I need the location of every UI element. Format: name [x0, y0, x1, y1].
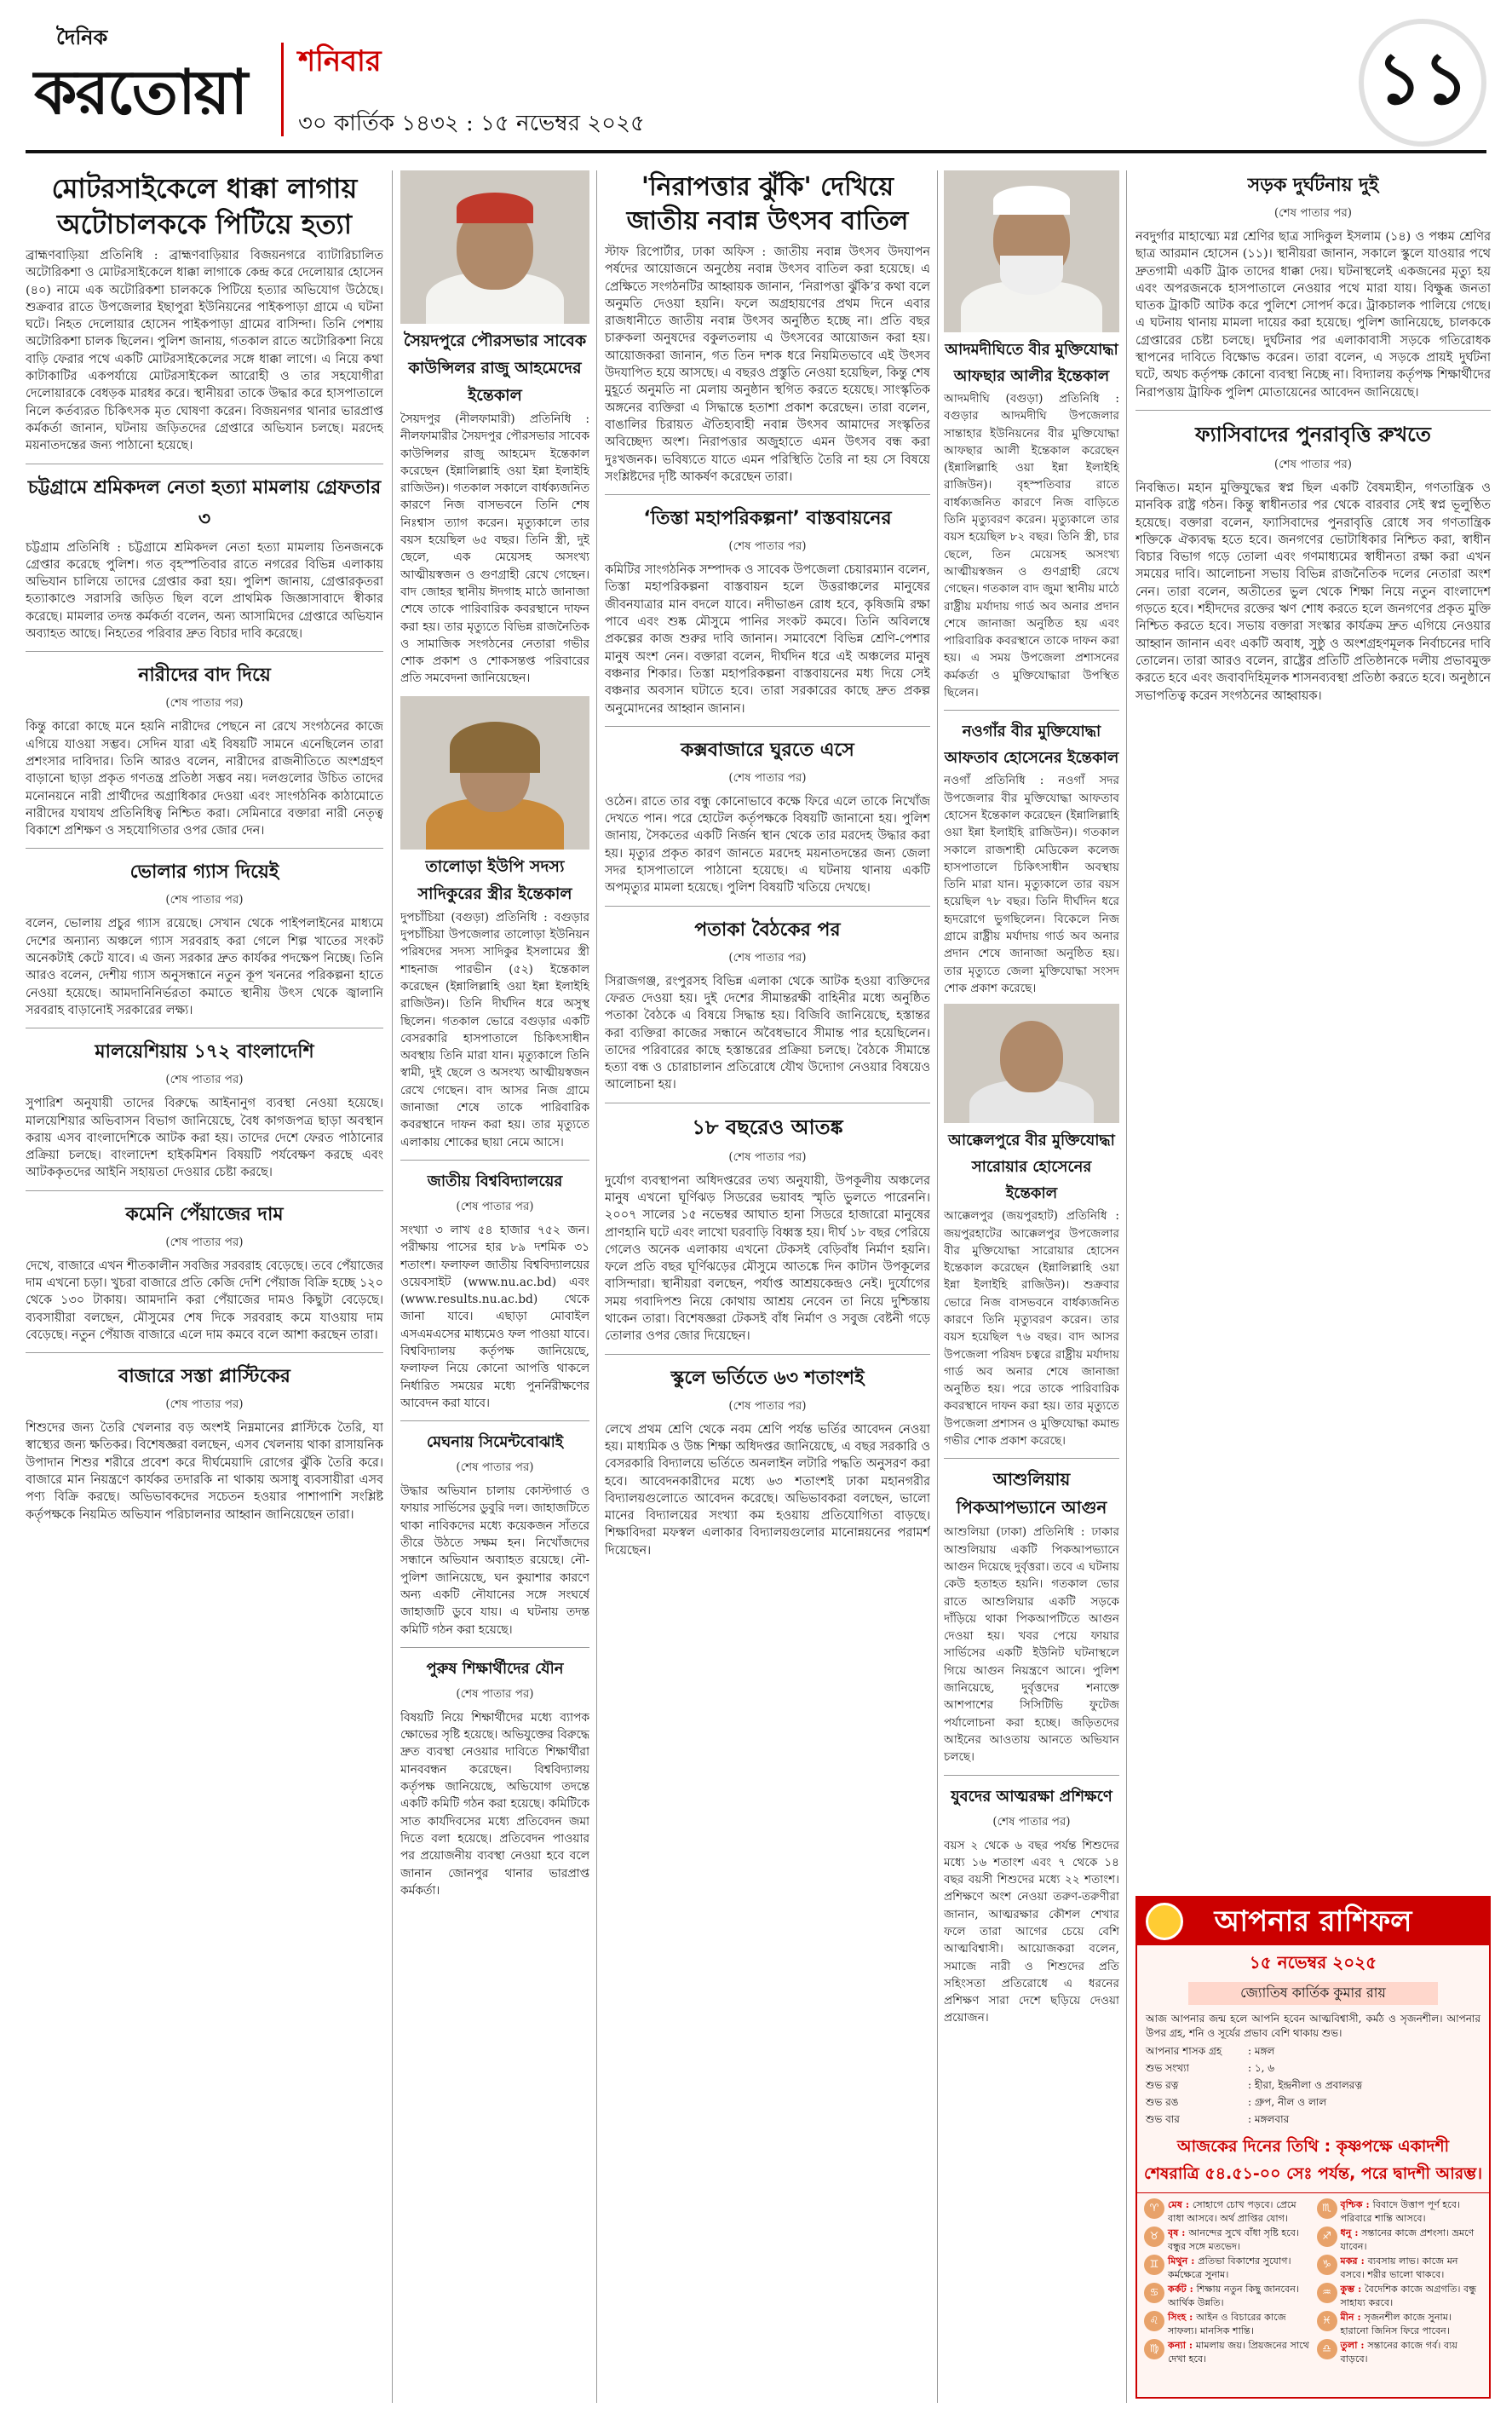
- zodiac-name: কন্যা :: [1168, 2339, 1196, 2351]
- headline-auto-driver-killed: মোটরসাইকেলে ধাক্কা লাগায় অটোচালককে পিটিয়ে হত্যা: [51, 172, 358, 240]
- zodiac-name: মকর :: [1340, 2255, 1368, 2267]
- portrait-photo: [400, 170, 589, 324]
- headline-national-university: জাতীয় বিশ্ববিদ্যালয়ের: [427, 1172, 563, 1190]
- headline-coxs-bazar: কক্সবাজারে ঘুরতে এসে: [681, 739, 854, 761]
- article-body: বিষয়টি নিয়ে শিক্ষার্থীদের মধ্যে ব্যাপক ক্ষোভের সৃষ্টি হয়েছে। অভিযুক্তের বিরুদ্ধে দ্রুত ব্যবস্থা নেওয়ার দাবিতে শিক্ষার্থীরা মানববন্ধন করেছেন। বিশ্ববিদ্যালয় কর্তৃপক্ষ জানিয়েছে, অভিযোগ তদন্তে একটি কমিটি গঠন করা হয়েছে। কমিটিকে সাত কার্যদিবসের মধ্যে প্রতিবেদন জমা দিতে বলা হয়েছে। প্রতিবেদন পাওয়ার পর প্রয়োজনীয় ব্যবস্থা নেওয়া হবে বলে জানান জোনপুর থানার ভারপ্রাপ্ত কর্মকর্তা।: [400, 1710, 589, 1898]
- headline-nabanna-cancelled: 'নিরাপত্তার ঝুঁকি' দেখিয়ে জাতীয় নবান্ন উৎসব বাতিল: [626, 172, 909, 236]
- newspaper-logo: করতোয়া: [34, 55, 247, 128]
- zodiac-text: কুম্ভ : বৈদেশিক কাজে অগ্রগতি। বন্ধু সাহায্য করবে।: [1340, 2283, 1477, 2308]
- portrait-photo: [944, 1004, 1119, 1123]
- zodiac-name: মেষ :: [1168, 2198, 1193, 2210]
- zodiac-sign-entry: [1317, 2311, 1483, 2337]
- headline-road-accident: সড়ক দুর্ঘটনায় দুই: [1247, 175, 1379, 196]
- horoscope-title: আপনার রাশিফল: [1214, 1904, 1412, 1938]
- zodiac-text: তুলা : সন্তানের কাজে গর্ব। ব্যয় বাড়বে।: [1340, 2339, 1457, 2365]
- zodiac-text: মেষ : সোহাগে চোখ পড়বে। প্রেমে বাধা আসবে। অর্থ প্রাপ্তির যোগ।: [1168, 2198, 1296, 2224]
- detail-value: : গ্রুপ, নীল ও লাল: [1248, 2096, 1327, 2108]
- article-body: সৈয়দপুর (নীলফামারী) প্রতিনিধি : নীলফামারীর সৈয়দপুর পৌরসভার সাবেক কাউন্সিলর রাজু আহমেদ ইন্তেকাল করেছেন (ইন্নালিল্লাহি ওয়া ইন্না ইলাইহি রাজিউন)। গতকাল সকালে বার্ধক্যজনিত কারণে নিজ বাসভবনে তিনি শেষ নিঃশ্বাস ত্যাগ করেন। মৃত্যুকালে তার বয়স হয়েছিল ৬৫ বছর। তিনি স্ত্রী, দুই ছেলে, এক মেয়েসহ অসংখ্য আত্মীয়স্বজন ও গুণগ্রাহী রেখে গেছেন। বাদ জোহর স্থানীয় ঈদগাহ মাঠে জানাজা শেষে তাকে পারিবারিক কবরস্থানে দাফন করা হয়। তার মৃত্যুতে বিভিন্ন রাজনৈতিক ও সামাজিক সংগঠনের নেতারা গভীর শোক প্রকাশ ও শোকসন্তপ্ত পরিবারের প্রতি সমবেদনা জানিয়েছেন।: [400, 412, 589, 686]
- astrologer-name: জ্যোতিষ কার্তিক কুমার রায়: [1188, 1982, 1438, 2005]
- zodiac-sign-entry: [1144, 2226, 1310, 2253]
- zodiac-icon: ♎: [1317, 2339, 1337, 2359]
- headline-malaysia: মালয়েশিয়ায় ১৭২ বাংলাদেশি: [95, 1041, 314, 1063]
- continued-label: (শেষ পাতার পর): [1273, 457, 1353, 471]
- headline-saidpur-councillor: সৈয়দপুরে পৌরসভার সাবেক কাউন্সিলর রাজু আহমেদের ইন্তেকাল: [403, 331, 587, 405]
- detail-label: শুভ রঙ: [1146, 2096, 1179, 2108]
- headline-school-admission: স্কুলে ভর্তিতে ৬৩ শতাংশই: [670, 1367, 865, 1389]
- continued-label: (শেষ পাতার পর): [728, 539, 807, 554]
- continued-label: (শেষ পাতার পর): [728, 770, 807, 785]
- detail-label: শুভ সংখ্যা: [1146, 2062, 1190, 2074]
- headline-bhola-gas: ভোলার গ্যাস দিয়েই: [129, 861, 279, 884]
- zodiac-icon: ♋: [1144, 2283, 1164, 2303]
- continued-label: (শেষ পাতার পর): [165, 1073, 244, 1087]
- divider: [605, 726, 930, 727]
- article-body: সুপারিশ অনুযায়ী তাদের বিরুদ্ধে আইনানুগ ব্যবস্থা নেওয়া হয়েছে। মালয়েশিয়ার অভিবাসন বিভাগ জানিয়েছে, বৈধ কাগজপত্র ছাড়া অবস্থান করায় এসব বাংলাদেশিকে আটক করা হয়। তাদের দেশে ফেরত পাঠানোর প্রক্রিয়া চলছে। বাংলাদেশ হাইকমিশন বিষয়টি পর্যবেক্ষণ করছে এবং আটককৃতদের আইনি সহায়তা দেওয়ার চেষ্টা করছে।: [26, 1097, 383, 1180]
- page-number: ১১: [1376, 36, 1469, 120]
- continued-label: (শেষ পাতার পর): [456, 1460, 534, 1475]
- headline-adamdighi-freedom-fighter: আদমদীঘিতে বীর মুক্তিযোদ্ধা আফছার আলীর ইন্তেকাল: [945, 341, 1118, 385]
- continued-label: (শেষ পাতার পর): [1273, 206, 1353, 220]
- zodiac-name: ধনু :: [1340, 2226, 1362, 2238]
- horoscope-detail-row: [1146, 2078, 1480, 2095]
- zodiac-icon: ♊: [1144, 2255, 1164, 2275]
- detail-value: : মঙ্গল: [1248, 2045, 1275, 2057]
- divider: [944, 1458, 1119, 1459]
- headline-youth-self-defense: যুবদের আত্মরক্ষা প্রশিক্ষণে: [951, 1787, 1112, 1806]
- article-body: উদ্ধার অভিযান চালায় কোস্টগার্ড ও ফায়ার সার্ভিসের ডুবুরি দল। জাহাজটিতে থাকা নাবিকদের মধ্যে কয়েকজন সাঁতরে তীরে উঠতে সক্ষম হন। নিখোঁজদের সন্ধানে অভিযান অব্যাহত রয়েছে। নৌ-পুলিশ জানিয়েছে, ঘন কুয়াশার কারণে অন্য একটি নৌযানের সঙ্গে সংঘর্ষে জাহাজটি ডুবে যায়। এ ঘটনায় তদন্ত কমিটি গঠন করা হয়েছে।: [400, 1484, 589, 1637]
- issue-date: ৩০ কার্তিক ১৪৩২ : ১৫ নভেম্বর ২০২৫: [298, 111, 645, 136]
- zodiac-text: কর্কট : শিক্ষায় নতুন কিছু জানবেন। আর্থিক উন্নতি।: [1168, 2283, 1299, 2308]
- zodiac-name: মিথুন :: [1168, 2255, 1199, 2267]
- horoscope-header: [1137, 1898, 1489, 1945]
- continued-label: (শেষ পাতার পর): [165, 1397, 244, 1412]
- zodiac-text: মকর : ব্যবসায় লাভ। কাজে মন বসবে। শরীর ভালো থাকবে।: [1340, 2255, 1458, 2280]
- zodiac-icon: ♉: [1144, 2226, 1164, 2247]
- tithi-time: শেষরাত্রি ৫৪.৫১-০০ সেঃ পর্যন্ত, পরে দ্বাদশী আরম্ভ।: [1137, 2162, 1489, 2193]
- zodiac-sign-entry: [1317, 2339, 1483, 2365]
- divider: [26, 651, 383, 652]
- divider: [944, 1775, 1119, 1776]
- tithi-line: আজকের দিনের তিথি : কৃষ্ণপক্ষে একাদশী: [1176, 2137, 1450, 2156]
- zodiac-text: বৃশ্চিক : বিবাদে উত্তাপ পূর্ণ হবে। পরিবারে শান্তি আসবে।: [1340, 2198, 1461, 2224]
- headline-ashulia-fire: আশুলিয়ায় পিকআপভ্যানে আগুন: [956, 1469, 1107, 1518]
- divider: [26, 1352, 383, 1353]
- detail-label: শুভ রত্ন: [1146, 2079, 1179, 2091]
- zodiac-text: বৃষ : আনন্দের সুখে বাঁধা সৃষ্টি হবে। বন্ধুর সঙ্গে মতভেদ।: [1168, 2226, 1300, 2252]
- zodiac-icon: ♏: [1317, 2198, 1337, 2219]
- divider: [605, 494, 930, 495]
- column-rule: [1126, 170, 1127, 2403]
- headline-plastic-toys: বাজারে সস্তা প্লাস্টিকের: [118, 1366, 290, 1388]
- horoscope-detail-row: [1146, 2061, 1480, 2078]
- article-body: লেখে প্রথম শ্রেণি থেকে নবম শ্রেণি পর্যন্ত ভর্তির আবেদন নেওয়া হয়। মাধ্যমিক ও উচ্চ শিক্ষা অধিদপ্তর জানিয়েছে, এ বছর সরকারি ও বেসরকারি বিদ্যালয়ে ভর্তিতে অনলাইন লটারি পদ্ধতি অনুসরণ করা হবে। আবেদনকারীদের মধ্যে ৬৩ শতাংশই ঢাকা মহানগরীর বিদ্যালয়গুলোতে আবেদন করেছে। অভিভাবকরা বলছেন, ভালো মানের বিদ্যালয়ের সংখ্যা কম হওয়ায় প্রতিযোগিতা বাড়ছে। শিক্ষাবিদরা মফস্বল এলাকার বিদ্যালয়গুলোর মানোন্নয়নের পরামর্শ দিয়েছেন।: [605, 1422, 930, 1558]
- continued-label: (শেষ পাতার পর): [728, 950, 807, 965]
- horoscope-detail-row: [1146, 2095, 1480, 2112]
- horoscope-detail-row: [1146, 2044, 1480, 2061]
- zodiac-text: মিথুন : প্রতিভা বিকাশের সুযোগ। কর্মক্ষেত্রে সুনাম।: [1168, 2255, 1291, 2280]
- continued-label: (শেষ পাতার পর): [165, 696, 244, 711]
- article-body: দুর্যোগ ব্যবস্থাপনা অধিদপ্তরের তথ্য অনুযায়ী, উপকূলীয় অঞ্চলের মানুষ এখনো ঘূর্ণিঝড় সিডরের ভয়াবহ স্মৃতি ভুলতে পারেননি। ২০০৭ সালের ১৫ নভেম্বর আঘাত হানা সিডরে হাজারো মানুষের প্রাণহানি ঘটে এবং লাখো ঘরবাড়ি বিধ্বস্ত হয়। দীর্ঘ ১৮ বছর পেরিয়ে গেলেও অনেক এলাকায় এখনো টেকসই বেড়িবাঁধ নির্মাণ হয়নি। ফলে প্রতি বছর ঘূর্ণিঝড়ের মৌসুমে আতঙ্কে দিন কাটান উপকূলের বাসিন্দারা। স্থানীয়রা বলছেন, পর্যাপ্ত আশ্রয়কেন্দ্রও নেই। দুর্যোগের সময় গবাদিপশু নিয়ে কোথায় আশ্রয় নেবেন তা নিয়ে দুশ্চিন্তায় থাকেন তারা। বিশেষজ্ঞরা টেকসই বাঁধ নির্মাণ ও সবুজ বেষ্টনী গড়ে তোলার ওপর জোর দিয়েছেন।: [605, 1173, 930, 1344]
- zodiac-icon: ♈: [1144, 2198, 1164, 2219]
- article-body: শিশুদের জন্য তৈরি খেলনার বড় অংশই নিম্নমানের প্লাস্টিকে তৈরি, যা স্বাস্থ্যের জন্য ক্ষতিকর। বিশেষজ্ঞরা বলছেন, এসব খেলনায় থাকা রাসায়নিক উপাদান শিশুর শরীরে প্রবেশ করে দীর্ঘমেয়াদি রোগের ঝুঁকি তৈরি করে। বাজারে মান নিয়ন্ত্রণে কার্যকর তদারকি না থাকায় অসাধু ব্যবসায়ীরা এসব পণ্য বিক্রি করছে। অভিভাবকদের সচেতন হওয়ার পাশাপাশি সংশ্লিষ্ট কর্তৃপক্ষকে নিয়মিত অভিযান পরিচালনার আহ্বান জানিয়েছেন তারা।: [26, 1421, 383, 1522]
- headline-talora-member-wife: তালোড়া ইউপি সদস্য সাদিকুরের স্ত্রীর ইন্তেকাল: [417, 856, 572, 903]
- zodiac-name: কর্কট :: [1168, 2283, 1197, 2295]
- headline-flag-meeting: পতাকা বৈঠকের পর: [694, 919, 841, 941]
- masthead: [26, 17, 1486, 153]
- zodiac-name: কুম্ভ :: [1340, 2283, 1365, 2295]
- masthead-divider: [281, 43, 284, 136]
- zodiac-text: মীন : সৃজনশীল কাজে সুনাম। হারানো জিনিস ফিরে পাবেন।: [1340, 2311, 1452, 2336]
- zodiac-sign-entry: [1144, 2198, 1310, 2225]
- continued-label: (শেষ পাতার পর): [456, 1199, 534, 1213]
- zodiac-text: কন্যা : মামলায় জয়। প্রিয়জনের সাথে দেখা হবে।: [1168, 2339, 1309, 2365]
- zodiac-name: মীন :: [1340, 2311, 1365, 2323]
- zodiac-icon: ♑: [1317, 2255, 1337, 2275]
- horoscope-date: ১৫ নভেম্বর ২০২৫: [1249, 1952, 1377, 1973]
- article-body: স্টাফ রিপোর্টার, ঢাকা অফিস : জাতীয় নবান্ন উৎসব উদযাপন পর্ষদের আয়োজনে অনুষ্ঠেয় নবান্ন উৎসব বাতিল করা হয়েছে। এ প্রেক্ষিতে সংগঠনটির আহ্বায়ক জানান, ‘নিরাপত্তা ঝুঁকি’র কথা বলে অনুমতি দেওয়া হয়নি। ফলে অগ্রহায়ণের প্রথম দিনে এবার রাজধানীতে জাতীয় নবান্ন উৎসব অনুষ্ঠিত হচ্ছে না। প্রতি বছর চারুকলা অনুষদের বকুলতলায় এ উৎসবের আয়োজন করা হয়। আয়োজকরা জানান, গত তিন দশক ধরে নিয়মিতভাবে এই উৎসব উদযাপিত হয়ে আসছে। এ বছরও প্রস্তুতি নেওয়া হয়েছিল, কিন্তু শেষ মুহূর্তে অনুমতি না মেলায় অনুষ্ঠান স্থগিত করতে হয়েছে। সাংস্কৃতিক অঙ্গনের ব্যক্তিরা এ সিদ্ধান্তে হতাশা প্রকাশ করেছেন। তারা বলেন, বাঙালির চিরায়ত ঐতিহ্যবাহী নবান্ন উৎসব আমাদের সংস্কৃতির অবিচ্ছেদ্য অংশ। নিরাপত্তার অজুহাতে এমন উৎসব বন্ধ করা দুঃখজনক। ভবিষ্যতে যাতে এমন পরিস্থিতি তৈরি না হয় সে বিষয়ে সংশ্লিষ্টদের দৃষ্টি আকর্ষণ করেছেন তারা।: [605, 245, 930, 484]
- detail-label: শুভ বার: [1146, 2113, 1180, 2125]
- column-rule: [596, 170, 597, 2403]
- column-4: [944, 170, 1119, 2403]
- article-body: চট্টগ্রাম প্রতিনিধি : চট্টগ্রামে শ্রমিকদল নেতা হত্যা মামলায় তিনজনকে গ্রেপ্তার করেছে পুলিশ। গত বৃহস্পতিবার রাতে নগরের বিভিন্ন এলাকায় অভিযান চালিয়ে তাদের গ্রেপ্তার করা হয়। পুলিশ জানায়, গ্রেপ্তারকৃতরা হত্যাকাণ্ডে সরাসরি জড়িত ছিল বলে প্রাথমিক জিজ্ঞাসাবাদে স্বীকার করেছে। মামলার তদন্ত কর্মকর্তা বলেন, অন্য আসামিদের গ্রেপ্তারে অভিযান অব্যাহত আছে। নিহতের পরিবার দ্রুত বিচার দাবি করেছে।: [26, 540, 383, 642]
- article-body: আশুলিয়া (ঢাকা) প্রতিনিধি : ঢাকার আশুলিয়ায় একটি পিকআপভ্যানে আগুন দিয়েছে দুর্বৃত্তরা। তবে এ ঘটনায় কেউ হতাহত হয়নি। গতকাল ভোর রাতে আশুলিয়ার একটি সড়কে দাঁড়িয়ে থাকা পিকআপটিতে আগুন দেওয়া হয়। খবর পেয়ে ফায়ার সার্ভিসের একটি ইউনিট ঘটনাস্থলে গিয়ে আগুন নিয়ন্ত্রণে আনে। পুলিশ জানিয়েছে, দুর্বৃত্তদের শনাক্তে আশপাশের সিসিটিভি ফুটেজ পর্যালোচনা করা হচ্ছে। জড়িতদের আইনের আওতায় আনতে অভিযান চলছে।: [944, 1525, 1119, 1765]
- zodiac-sign-entry: [1317, 2198, 1483, 2225]
- divider: [26, 1190, 383, 1191]
- column-rule: [937, 170, 938, 2403]
- headline-fascism: ফ্যাসিবাদের পুনরাবৃত্তি রুখতে: [1195, 422, 1431, 446]
- zodiac-sign-entry: [1144, 2255, 1310, 2281]
- zodiac-icon: ♓: [1317, 2311, 1337, 2331]
- divider: [400, 1647, 589, 1648]
- divider: [944, 710, 1119, 711]
- detail-label: আপনার শাসক গ্রহ: [1146, 2045, 1222, 2057]
- article-body: ব্রাহ্মণবাড়িয়া প্রতিনিধি : ব্রাহ্মণবাড়িয়ার বিজয়নগরে ব্যাটারিচালিত অটোরিকশা ও মোটরসাইকেলে ধাক্কা লাগাকে কেন্দ্র করে দেলোয়ার হোসেন (৪০) নামে এক অটোরিকশা চালককে পিটিয়ে হত্যার অভিযোগ উঠেছে। শুক্রবার রাতে উপজেলার ইছাপুরা ইউনিয়নের পাইকপাড়া গ্রামে এ ঘটনা ঘটে। নিহত দেলোয়ার হোসেন পাইকপাড়া গ্রামের বাসিন্দা। তিনি পেশায় অটোরিকশা চালক ছিলেন। পুলিশ জানায়, গতকাল রাতে অটোরিকশা নিয়ে বাড়ি ফেরার পথে একটি মোটরসাইকেলের সঙ্গে ধাক্কা লাগে। এ নিয়ে কথা কাটাকাটির একপর্যায়ে মোটরসাইকেল আরোহী ও তার সহযোগীরা দেলোয়ারকে বেধড়ক মারধর করে। স্থানীয়রা তাকে উদ্ধার করে হাসপাতালে নিলে কর্তব্যরত চিকিৎসক মৃত ঘোষণা করেন। বিজয়নগর থানার ভারপ্রাপ্ত কর্মকর্তা জানান, ঘটনায় জড়িতদের গ্রেপ্তারে অভিযান চলছে। মরদেহ ময়নাতদন্তের জন্য পাঠানো হয়েছে।: [26, 249, 383, 453]
- article-body: বয়স ২ থেকে ৬ বছর পর্যন্ত শিশুদের মধ্যে ১৬ শতাংশ এবং ৭ থেকে ১৪ বছর বয়সী শিশুদের মধ্যে ২২ শতাংশ। প্রশিক্ষণে অংশ নেওয়া তরুণ-তরুণীরা জানান, আত্মরক্ষার কৌশল শেখার ফলে তারা আগের চেয়ে বেশি আত্মবিশ্বাসী। আয়োজকরা বলেন, সমাজে নারী ও শিশুদের প্রতি সহিংসতা প্রতিরোধে এ ধরনের প্রশিক্ষণ সারা দেশে ছড়িয়ে দেওয়া প্রয়োজন।: [944, 1838, 1119, 2025]
- horoscope-detail-row: [1146, 2112, 1480, 2129]
- horoscope-intro: আজ আপনার জন্ম হলে আপনি হবেন আত্মবিশ্বাসী, কর্মঠ ও সৃজনশীল। আপনার উপর গ্রহ, শনি ও সূর্যের প্রভাব বেশি থাকায় শুভ।: [1146, 2013, 1480, 2039]
- divider: [605, 906, 930, 907]
- detail-value: : মঙ্গলবার: [1248, 2113, 1290, 2125]
- headline-teesta-plan: ‘তিস্তা মহাপরিকল্পনা’ বাস্তবায়নের: [643, 508, 892, 530]
- column-rule: [392, 170, 393, 2403]
- column-1: [26, 170, 383, 2403]
- article-body: সিরাজগঞ্জ, রংপুরসহ বিভিন্ন এলাকা থেকে আটক হওয়া ব্যক্তিদের ফেরত দেওয়া হয়। দুই দেশের সীমান্তরক্ষী বাহিনীর মধ্যে অনুষ্ঠিত পতাকা বৈঠকে এ বিষয়ে সিদ্ধান্ত হয়। বিজিবি জানিয়েছে, হস্তান্তর করা ব্যক্তিরা কাজের সন্ধানে অবৈধভাবে সীমান্ত পার হয়েছিলেন। তাদের পরিবারের কাছে হস্তান্তরের প্রক্রিয়া চলছে। বৈঠকে সীমান্তে হত্যা বন্ধ ও চোরাচালান প্রতিরোধে যৌথ উদ্যোগ নেওয়ার বিষয়েও আলোচনা হয়।: [605, 974, 930, 1092]
- zodiac-name: তুলা :: [1340, 2339, 1368, 2351]
- zodiac-text: ধনু : সন্তানের কাজে প্রশংসা। ভ্রমণে যাবেন।: [1340, 2226, 1475, 2252]
- zodiac-sign-entry: [1144, 2339, 1310, 2365]
- zodiac-sign-entry: [1317, 2255, 1483, 2281]
- zodiac-icon: ♐: [1317, 2226, 1337, 2247]
- article-body: নিবন্ধিত। মহান মুক্তিযুদ্ধের স্বপ্ন ছিল একটি বৈষম্যহীন, গণতান্ত্রিক ও মানবিক রাষ্ট্র গঠন। কিন্তু স্বাধীনতার পর থেকে বারবার সেই স্বপ্ন ভূলুণ্ঠিত হয়েছে। বক্তারা বলেন, ফ্যাসিবাদের পুনরাবৃত্তি রোধে সব গণতান্ত্রিক শক্তিকে ঐক্যবদ্ধ হতে হবে। জনগণের ভোটাধিকার নিশ্চিত করা, স্বাধীন বিচার বিভাগ গড়ে তোলা এবং গণমাধ্যমের স্বাধীনতা রক্ষা করা এখন সময়ের দাবি। আলোচনা সভায় বিভিন্ন রাজনৈতিক দলের নেতারা অংশ নেন। তারা বলেন, অতীতের ভুল থেকে শিক্ষা নিয়ে নতুন বাংলাদেশ গড়তে হবে। শহীদদের রক্তের ঋণ শোধ করতে হলে জনগণের প্রকৃত মুক্তি নিশ্চিত করতে হবে। সভায় বক্তারা সংস্কার কার্যক্রম দ্রুত এগিয়ে নেওয়ার আহ্বান জানান এবং একটি অবাধ, সুষ্ঠু ও অংশগ্রহণমূলক নির্বাচনের দাবি তোলেন। তারা আরও বলেন, রাষ্ট্রের প্রতিটি প্রতিষ্ঠানকে দলীয় প্রভাবমুক্ত করতে হবে এবং জবাবদিহিমূলক শাসনব্যবস্থা প্রতিষ্ঠা করতে হবে। অনুষ্ঠানে সভাপতিত্ব করেন সংগঠনের আহ্বায়ক।: [1135, 481, 1491, 703]
- article-body: সংখ্যা ৩ লাখ ৫৪ হাজার ৭৫২ জন। পরীক্ষায় পাসের হার ৮৯ দশমিক ৩১ শতাংশ। ফলাফল জাতীয় বিশ্ববিদ্যালয়ের ওয়েবসাইট (www.nu.ac.bd) এবং (www.results.nu.ac.bd) থেকে জানা যাবে। এছাড়া মোবাইল এসএমএসের মাধ্যমেও ফল পাওয়া যাবে। বিশ্ববিদ্যালয় কর্তৃপক্ষ জানিয়েছে, ফলাফল নিয়ে কোনো আপত্তি থাকলে নির্ধারিত সময়ের মধ্যে পুনর্নিরীক্ষণের আবেদন করা যাবে।: [400, 1223, 589, 1410]
- divider: [26, 848, 383, 849]
- horoscope-box: [1135, 1896, 1491, 2399]
- divider: [605, 1354, 930, 1355]
- zodiac-sign-entry: [1144, 2311, 1310, 2337]
- zodiac-icon: ♍: [1144, 2339, 1164, 2359]
- zodiac-name: বৃশ্চিক :: [1340, 2198, 1373, 2210]
- article-body: ওঠেন। রাতে তার বন্ধু কোনোভাবে কক্ষে ফিরে এলে তাকে নিখোঁজ দেখতে পান। পরে হোটেল কর্তৃপক্ষকে বিষয়টি জানানো হয়। পুলিশ জানায়, সৈকতের একটি নির্জন স্থান থেকে তার মরদেহ উদ্ধার করা হয়। মৃত্যুর প্রকৃত কারণ জানতে মরদেহ ময়নাতদন্তের জন্য জেলা সদর হাসপাতালে পাঠানো হয়েছে। এ ঘটনায় থানায় একটি অপমৃত্যুর মামলা হয়েছে। পুলিশ বিষয়টি খতিয়ে দেখছে।: [605, 794, 930, 896]
- article-body: দুপচাঁচিয়া (বগুড়া) প্রতিনিধি : বগুড়ার দুপচাঁচিয়া উপজেলার তালোড়া ইউনিয়ন পরিষদের সদস্য সাদিকুর ইসলামের স্ত্রী শাহনাজ পারভীন (৫২) ইন্তেকাল করেছেন (ইন্নালিল্লাহি ওয়া ইন্না ইলাইহি রাজিউন)। তিনি দীর্ঘদিন ধরে অসুস্থ ছিলেন। গতকাল ভোরে বগুড়ার একটি বেসরকারি হাসপাতালে চিকিৎসাধীন অবস্থায় তিনি মারা যান। মৃত্যুকালে তিনি স্বামী, দুই ছেলে ও অসংখ্য আত্মীয়স্বজন রেখে গেছেন। বাদ আসর নিজ গ্রামে জানাজা শেষে তাকে পারিবারিক কবরস্থানে দাফন করা হয়। তার মৃত্যুতে এলাকায় শোকের ছায়া নেমে আসে।: [400, 910, 589, 1149]
- article-body: বলেন, ভোলায় প্রচুর গ্যাস রয়েছে। সেখান থেকে পাইপলাইনের মাধ্যমে দেশের অন্যান্য অঞ্চলে গ্যাস সরবরাহ করা গেলে শিল্প খাতের সংকট অনেকটাই কেটে যাবে। এ জন্য সরকার দ্রুত কার্যকর পদক্ষেপ নিচ্ছে। তিনি আরও বলেন, দেশীয় গ্যাস অনুসন্ধানে নতুন কূপ খননের পরিকল্পনা হাতে নেওয়া হয়েছে। আমদানিনির্ভরতা কমাতে স্থানীয় উৎস থেকে জ্বালানি সরবরাহ বাড়ানোই সরকারের লক্ষ্য।: [26, 917, 383, 1017]
- article-body: নওগাঁ প্রতিনিধি : নওগাঁ সদর উপজেলার বীর মুক্তিযোদ্ধা আফতাব হোসেন ইন্তেকাল করেছেন (ইন্নালিল্লাহি ওয়া ইন্না ইলাইহি রাজিউন)। গতকাল সকালে রাজশাহী মেডিকেল কলেজ হাসপাতালে চিকিৎসাধীন অবস্থায় তিনি মারা যান। মৃত্যুকালে তার বয়স হয়েছিল ৭৮ বছর। তিনি দীর্ঘদিন ধরে হৃদরোগে ভুগছিলেন। বিকেলে নিজ গ্রামে রাষ্ট্রীয় মর্যাদায় গার্ড অব অনার প্রদান শেষে জানাজা অনুষ্ঠিত হয়। তার মৃত্যুতে জেলা মুক্তিযোদ্ধা সংসদ শোক প্রকাশ করেছে।: [944, 774, 1119, 995]
- divider: [400, 1160, 589, 1161]
- newspaper-logo-prefix: দৈনিক: [56, 25, 108, 49]
- horoscope-details: [1137, 2044, 1489, 2129]
- headline-women: নারীদের বাদ দিয়ে: [138, 665, 271, 687]
- divider: [1135, 410, 1491, 411]
- column-3: [605, 170, 930, 2403]
- article-body: কমিটির সাংগঠনিক সম্পাদক ও সাবেক উপজেলা চেয়ারম্যান বলেন, তিস্তা মহাপরিকল্পনা বাস্তবায়ন হলে উত্তরাঞ্চলের মানুষের জীবনযাত্রার মান বদলে যাবে। নদীভাঙন রোধ হবে, কৃষিজমি রক্ষা পাবে এবং শুষ্ক মৌসুমে পানির সংকট কমবে। তিনি অবিলম্বে প্রকল্পের কাজ শুরুর দাবি জানান। সমাবেশে বিভিন্ন শ্রেণি-পেশার মানুষ অংশ নেন। বক্তারা বলেন, দীর্ঘদিন ধরে এই অঞ্চলের মানুষ বঞ্চনার শিকার। তিস্তা মহাপরিকল্পনা বাস্তবায়নের মধ্য দিয়ে সেই বঞ্চনার অবসান ঘটাতে হবে। তারা সরকারের কাছে দ্রুত প্রকল্প অনুমোদনের আহ্বান জানান।: [605, 563, 930, 716]
- headline-chattogram: চট্টগ্রামে শ্রমিকদল নেতা হত্যা মামলায় গ্রেফতার ৩: [27, 476, 382, 530]
- column-5: [1135, 170, 1491, 1883]
- continued-label: (শেষ পাতার পর): [456, 1686, 534, 1701]
- zodiac-name: বৃষ :: [1168, 2226, 1189, 2238]
- divider: [400, 1420, 589, 1421]
- article-body: দেখে, বাজারে এখন শীতকালীন সবজির সরবরাহ বেড়েছে। তবে পেঁয়াজের দাম এখনো চড়া। খুচরা বাজারে প্রতি কেজি দেশি পেঁয়াজ বিক্রি হচ্ছে ১২০ থেকে ১৩০ টাকায়। আমদানি করা পেঁয়াজের দামও কিছুটা বেড়েছে। ব্যবসায়ীরা বলছেন, মৌসুমের শেষ দিকে সরবরাহ কমে যাওয়ায় দাম বেড়েছে। নতুন পেঁয়াজ বাজারে এলে দাম কমবে বলে আশা করছেন তারা।: [26, 1259, 383, 1342]
- detail-value: : হীরা, ইন্দ্রনীলা ও প্রবালরত্ন: [1248, 2079, 1363, 2091]
- zodiac-text: সিংহ : আইন ও বিচারের কাজে সাফল্য। মানসিক শান্তি।: [1168, 2311, 1286, 2336]
- headline-akkelpur-freedom-fighter: আক্কেলপুরে বীর মুক্তিযোদ্ধা সারোয়ার হোসেনের ইন্তেকাল: [948, 1132, 1115, 1203]
- article-body: কিন্তু কারো কাছে মনে হয়নি নারীদের পেছনে না রেখে সংগঠনের কাজে এগিয়ে যাওয়া সম্ভব। সেদিন যারা এই বিষয়টি সামনে এনেছিলেন তারা প্রশংসার দাবিদার। তিনি আরও বলেন, নারীদের রাজনীতিতে অংশগ্রহণ বাড়ানো ছাড়া প্রকৃত গণতন্ত্র প্রতিষ্ঠা সম্ভব নয়। দলগুলোর উচিত তাদের মনোনয়নে নারী প্রার্থীদের অগ্রাধিকার দেওয়া এবং সাংগঠনিক কাঠামোতে নারীদের যথাযথ প্রতিনিধিত্ব নিশ্চিত করা। সেমিনারে বক্তারা নারী নেতৃত্ব বিকাশে প্রশিক্ষণ ও সহযোগিতার ওপর জোর দেন।: [26, 720, 383, 838]
- portrait-photo: [944, 170, 1119, 332]
- zodiac-icon: ♌: [1144, 2311, 1164, 2331]
- headline-male-students: পুরুষ শিক্ষার্থীদের যৌন: [426, 1659, 564, 1678]
- continued-label: (শেষ পাতার পর): [165, 893, 244, 907]
- headline-meghna-cement: মেঘনায় সিমেন্টবোঝাই: [426, 1433, 564, 1452]
- headline-naogaon-freedom-fighter: নওগাঁর বীর মুক্তিযোদ্ধা আফতাব হোসেনের ইন্তেকাল: [944, 723, 1119, 768]
- headline-18-years-panic: ১৮ বছরেও আতঙ্ক: [692, 1115, 843, 1139]
- sun-icon: [1146, 1903, 1183, 1940]
- zodiac-grid: [1137, 2193, 1489, 2371]
- article-body: আদমদীঘি (বগুড়া) প্রতিনিধি : বগুড়ার আদমদীঘি উপজেলার সান্তাহার ইউনিয়নের বীর মুক্তিযোদ্ধা আফছার আলী ইন্তেকাল করেছেন (ইন্নালিল্লাহি ওয়া ইন্না ইলাইহি রাজিউন)। বৃহস্পতিবার রাতে বার্ধক্যজনিত কারণে নিজ বাড়িতে তিনি মৃত্যুবরণ করেন। মৃত্যুকালে তার বয়স হয়েছিল ৮২ বছর। তিনি স্ত্রী, চার ছেলে, তিন মেয়েসহ অসংখ্য আত্মীয়স্বজন ও গুণগ্রাহী রেখে গেছেন। গতকাল বাদ জুমা স্থানীয় মাঠে রাষ্ট্রীয় মর্যাদায় গার্ড অব অনার প্রদান শেষে জানাজা অনুষ্ঠিত হয় এবং পারিবারিক কবরস্থানে তাকে দাফন করা হয়। এ সময় উপজেলা প্রশাসনের কর্মকর্তা ও মুক্তিযোদ্ধারা উপস্থিত ছিলেন।: [944, 392, 1119, 700]
- zodiac-sign-entry: [1144, 2283, 1310, 2309]
- continued-label: (শেষ পাতার পর): [992, 1814, 1071, 1829]
- page-number-badge: [1359, 19, 1486, 147]
- article-body: আক্কেলপুর (জয়পুরহাট) প্রতিনিধি : জয়পুরহাটের আক্কেলপুর উপজেলার বীর মুক্তিযোদ্ধা সারোয়ার হোসেন ইন্তেকাল করেছেন (ইন্নালিল্লাহি ওয়া ইন্না ইলাইহি রাজিউন)। শুক্রবার ভোরে নিজ বাসভবনে বার্ধক্যজনিত কারণে তিনি মৃত্যুবরণ করেন। তার বয়স হয়েছিল ৭৬ বছর। বাদ আসর উপজেলা পরিষদ চত্বরে রাষ্ট্রীয় মর্যাদায় গার্ড অব অনার শেষে জানাজা অনুষ্ঠিত হয়। পরে তাকে পারিবারিক কবরস্থানে দাফন করা হয়। তার মৃত্যুতে উপজেলা প্রশাসন ও মুক্তিযোদ্ধা কমান্ড গভীর শোক প্রকাশ করেছে।: [944, 1209, 1119, 1449]
- zodiac-icon: ♒: [1317, 2283, 1337, 2303]
- detail-value: : ১, ৬: [1248, 2062, 1275, 2074]
- zodiac-sign-entry: [1317, 2226, 1483, 2253]
- continued-label: (শেষ পাতার পর): [728, 1398, 807, 1413]
- issue-day: শনিবার: [298, 44, 382, 78]
- continued-label: (শেষ পাতার পর): [728, 1149, 807, 1164]
- article-body: নবদুর্গার মাহাত্ম্যে মগ্ন শ্রেণির ছাত্র সাদিকুল ইসলাম (১৪) ও পঞ্চম শ্রেণির ছাত্র আরমান হোসেন (১১)। স্থানীয়রা জানান, সকালে স্কুলে যাওয়ার পথে দ্রুতগামী একটি ট্রাক তাদের ধাক্কা দেয়। ঘটনাস্থলেই একজনের মৃত্যু হয় এবং অপরজনকে হাসপাতালে নেওয়ার পথে মারা যায়। বিক্ষুব্ধ জনতা ঘাতক ট্রাকটি আটক করে পুলিশে সোপর্দ করে। ট্রাকচালক পালিয়ে গেছে। এ ঘটনায় থানায় মামলা দায়ের করা হয়েছে। পুলিশ জানিয়েছে, চালককে গ্রেপ্তারের চেষ্টা চলছে। দুর্ঘটনার পর এলাকাবাসী সড়কে গতিরোধক স্থাপনের দাবিতে বিক্ষোভ করেন। তারা বলেন, এ সড়কে প্রায়ই দুর্ঘটনা ঘটে, অথচ কর্তৃপক্ষ কোনো ব্যবস্থা নিচ্ছে না। বিদ্যালয় কর্তৃপক্ষ শিক্ষার্থীদের নিরাপত্তায় ট্রাফিক পুলিশ মোতায়েনের আবেদন জানিয়েছে।: [1135, 230, 1491, 400]
- continued-label: (শেষ পাতার পর): [165, 1235, 244, 1249]
- column-2: [400, 170, 589, 2403]
- zodiac-name: সিংহ :: [1168, 2311, 1197, 2323]
- portrait-photo: [400, 696, 589, 850]
- zodiac-sign-entry: [1317, 2283, 1483, 2309]
- headline-onion-price: কমেনি পেঁয়াজের দাম: [125, 1203, 284, 1225]
